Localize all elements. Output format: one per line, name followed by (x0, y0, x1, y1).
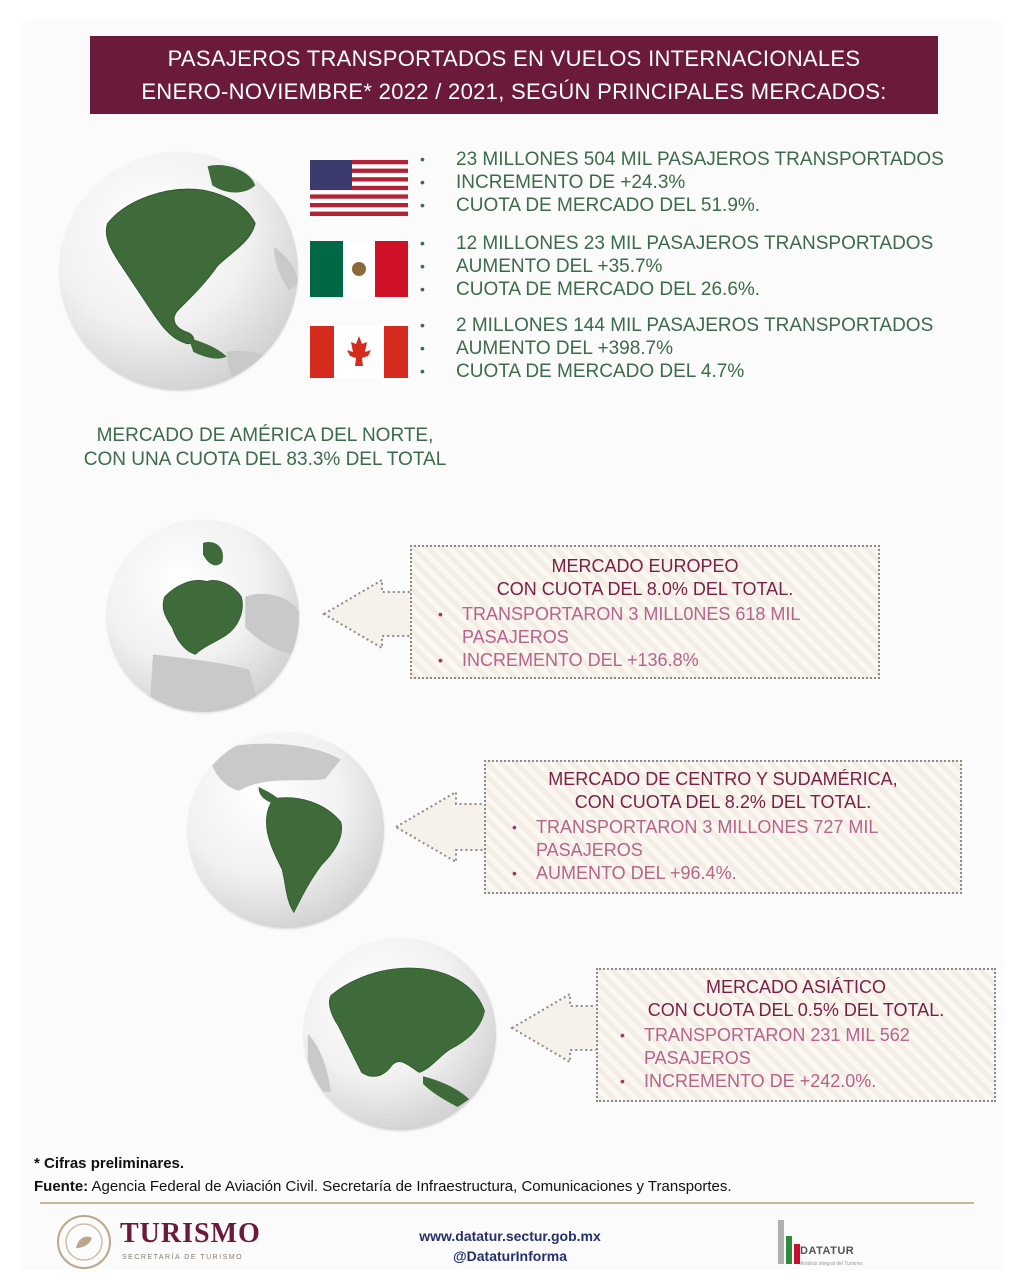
usa-flag (310, 160, 408, 216)
list-item: • TRANSPORTARON 231 MIL 562 PASAJEROS (608, 1024, 938, 1070)
callout-title (412, 555, 878, 601)
title-line-1: MERCADO ASIÁTICO (705, 977, 887, 997)
list-item: • CUOTA DE MERCADO DEL 26.6%. (420, 278, 933, 301)
turismo-subtitle: SECRETARÍA DE TURISMO (122, 1254, 244, 1261)
south-america-globe (188, 732, 384, 928)
asia-globe (304, 938, 496, 1130)
mexico-flag (310, 241, 408, 297)
list-item: • 12 MILLONES 23 MIL PASAJEROS TRANSPORTADOS (420, 232, 933, 255)
usa-stats (420, 148, 944, 217)
mexico-stats (420, 232, 933, 301)
title-line-2: CON CUOTA DEL 8.2% DEL TOTAL. (574, 792, 872, 812)
title-line-2: ENERO-NOVIEMBRE* 2022 / 2021, SEGÚN PRINCIPALES MERCADOS: (141, 79, 887, 104)
datatur-logo-text: DATATUR (800, 1245, 855, 1257)
title-line-2: CON CUOTA DEL 0.5% DEL TOTAL. (647, 1000, 945, 1020)
callout-title (486, 768, 960, 814)
website-link[interactable]: www.datatur.sectur.gob.mx (419, 1228, 601, 1244)
north-america-globe (60, 152, 298, 390)
europe-callout (410, 545, 880, 679)
list-item: • CUOTA DE MERCADO DEL 51.9%. (420, 194, 944, 217)
footer-links (380, 1226, 640, 1266)
callout-title (598, 976, 994, 1022)
title-line-2: CON CUOTA DEL 8.0% DEL TOTAL. (496, 579, 794, 599)
north-america-caption (60, 424, 470, 472)
list-item: • 23 MILLONES 504 MIL PASAJEROS TRANSPORTADOS (420, 148, 944, 171)
europe-globe (107, 520, 299, 712)
list-item: • INCREMENTO DE +24.3% (420, 171, 944, 194)
list-item: • 2 MILLONES 144 MIL PASAJEROS TRANSPORTADOS (420, 314, 933, 337)
canada-stats (420, 314, 933, 383)
arrow-left-icon (510, 992, 602, 1064)
mexico-seal-icon (56, 1214, 112, 1270)
arrow-left-icon (322, 578, 414, 650)
title-line-1: MERCADO DE CENTRO Y SUDAMÉRICA, (548, 769, 898, 789)
datatur-logo-subtitle: Análisis integral del Turismo (800, 1261, 863, 1267)
caption-line-1: MERCADO DE AMÉRICA DEL NORTE, (96, 425, 434, 446)
footnotes (34, 1152, 732, 1198)
twitter-handle-link[interactable]: @DataturInforma (453, 1248, 567, 1264)
list-item: • AUMENTO DEL +35.7% (420, 255, 933, 278)
title-line-1: PASAJEROS TRANSPORTADOS EN VUELOS INTERNACIONALES (167, 46, 861, 71)
arrow-left-icon (394, 790, 488, 864)
footer-divider (40, 1202, 974, 1204)
turismo-logo: TURISMO (120, 1218, 261, 1249)
asia-callout (596, 968, 996, 1102)
source-text: Agencia Federal de Aviación Civil. Secretaría de Infraestructura, Comunicaciones y Transportes. (91, 1178, 732, 1195)
title-line-1: MERCADO EUROPEO (551, 556, 739, 576)
list-item: • AUMENTO DEL +398.7% (420, 337, 933, 360)
preliminary-note: * Cifras preliminares. (34, 1155, 185, 1172)
list-item: • TRANSPORTARON 3 MILLONES 727 MIL PASAJEROS (500, 816, 930, 862)
list-item: • CUOTA DE MERCADO DEL 4.7% (420, 360, 933, 383)
source-label: Fuente: (34, 1178, 89, 1195)
list-item: • AUMENTO DEL +96.4%. (500, 862, 930, 885)
list-item: • TRANSPORTARON 3 MILL0NES 618 MIL PASAJEROS (426, 603, 846, 649)
canada-flag (310, 326, 408, 378)
list-item: • INCREMENTO DEL +136.8% (426, 649, 846, 672)
latam-callout (484, 760, 962, 894)
caption-line-2: CON UNA CUOTA DEL 83.3% DEL TOTAL (83, 449, 447, 470)
list-item: • INCREMENTO DE +242.0%. (608, 1070, 938, 1093)
page-title (90, 36, 938, 114)
